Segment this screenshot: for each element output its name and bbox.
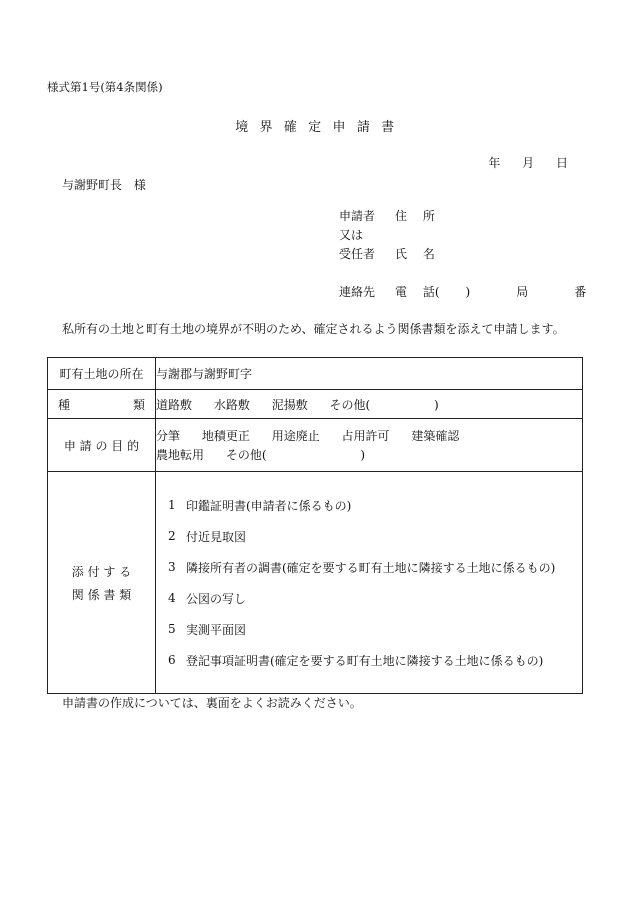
purpose-option: 農地転用 xyxy=(156,448,205,462)
attachments-label xyxy=(48,472,156,694)
purpose-options xyxy=(156,419,583,472)
contact-label: 連絡先 xyxy=(339,285,376,299)
attachments-list xyxy=(156,472,583,694)
application-statement: 私所有の土地と町有土地の境界が不明のため、確定されるよう関係書類を添えて申請します。 xyxy=(62,322,565,336)
list-item: 4 公図の写し xyxy=(168,591,247,606)
table-row xyxy=(48,472,583,694)
kyoku-label: 局 xyxy=(516,285,529,299)
applicant-block xyxy=(339,210,435,267)
purpose-option: 分筆 xyxy=(156,429,181,443)
list-item: 1 印鑑証明書(申請者に係るもの) xyxy=(168,498,352,513)
footnote: 申請書の作成については、裏面をよくお読みください。 xyxy=(62,696,362,710)
list-item: 3 隣接所有者の調書(確定を要する町有土地に隣接する土地に係るもの) xyxy=(168,560,556,575)
purpose-option: 用途廃止 xyxy=(271,429,320,443)
type-option: その他( xyxy=(329,397,371,412)
applicant-label: 申請者 xyxy=(339,209,376,223)
table-row xyxy=(48,358,583,390)
location-value: 与謝郡与謝野町字 xyxy=(156,358,583,390)
application-table xyxy=(47,357,583,694)
attachments-label-line2: 関 係 書 類 xyxy=(71,587,132,602)
list-item: 6 登記事項証明書(確定を要する町有土地に隣接する土地に係るもの) xyxy=(168,653,544,668)
purpose-option: 地積更正 xyxy=(201,429,250,443)
attachments-label-line1: 添 付 す る xyxy=(71,564,132,579)
purpose-label: 申 請 の 目 的 xyxy=(48,419,156,472)
purpose-option: その他( xyxy=(225,448,267,462)
date-line: 年 月 日 xyxy=(488,156,568,170)
table-row xyxy=(48,419,583,472)
table-row xyxy=(48,390,583,419)
type-options xyxy=(156,390,583,419)
ban-label: 番 xyxy=(574,285,587,299)
document-title: 境 界 確 定 申 請 書 xyxy=(235,120,395,135)
addressee: 与謝野町長 様 xyxy=(62,178,146,192)
phone-label: 電 話( xyxy=(395,285,440,299)
type-option: 道路敷 xyxy=(156,397,193,412)
purpose-option: 占用許可 xyxy=(341,429,390,443)
purpose-option-close: ) xyxy=(360,448,366,462)
address-label: 住 所 xyxy=(395,209,435,223)
or-label: 又は xyxy=(339,228,364,242)
list-item: 5 実測平面図 xyxy=(168,622,247,637)
type-label xyxy=(48,390,156,419)
location-label: 町有土地の所在 xyxy=(48,358,156,390)
type-label-text: 種 xyxy=(58,397,71,412)
agent-label: 受任者 xyxy=(339,247,376,261)
form-number: 様式第1号(第4条関係) xyxy=(47,80,163,94)
name-label: 氏 名 xyxy=(395,247,435,261)
list-item: 2 付近見取図 xyxy=(168,529,247,544)
type-option-close: ) xyxy=(434,397,439,412)
purpose-option: 建築確認 xyxy=(411,429,460,443)
phone-close: ) xyxy=(465,285,471,299)
type-option: 泥揚敷 xyxy=(271,397,308,412)
type-option: 水路敷 xyxy=(213,397,250,412)
type-label-text-2: 類 xyxy=(132,397,145,412)
contact-line xyxy=(339,286,586,298)
